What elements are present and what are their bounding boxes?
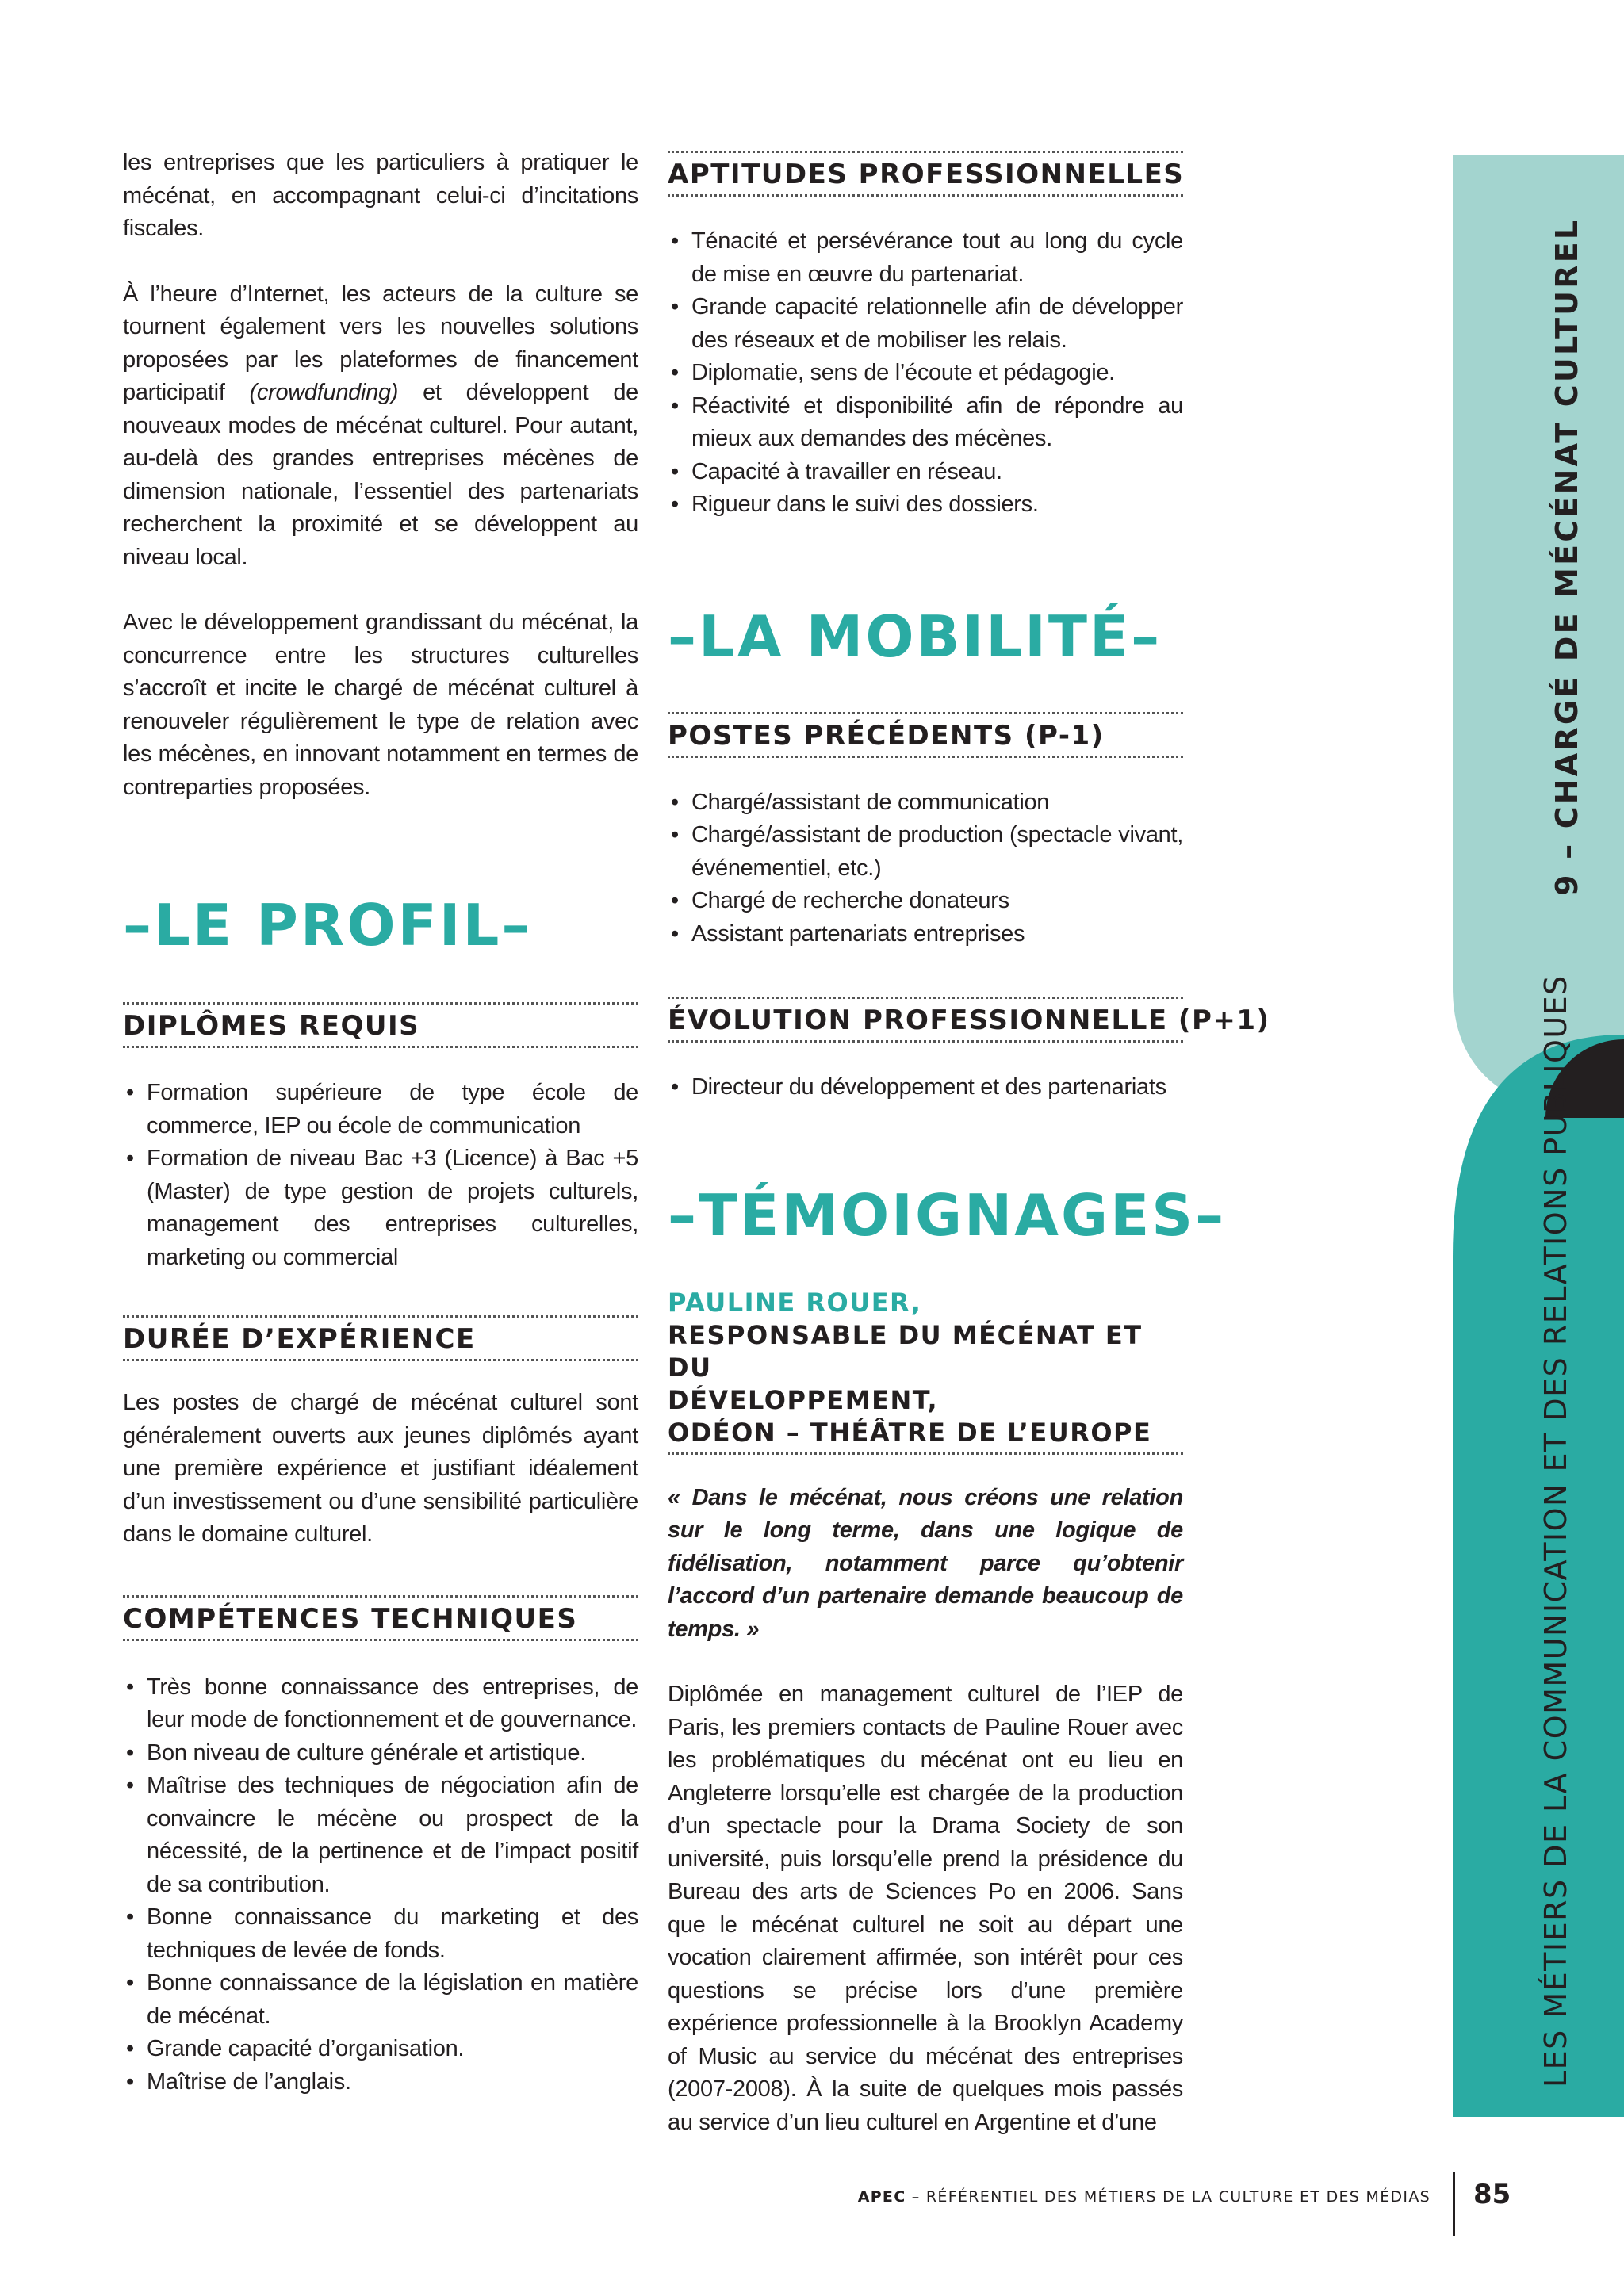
list-item: • Assistant partenariats entreprises [668,918,1183,951]
postes-list [668,786,1183,951]
diplomes-subheading-text: DIPLÔMES REQUIS [123,1010,420,1042]
list-item: • Chargé/assistant de production (spectacle vivant, événementiel, etc.) [668,819,1183,885]
list-item: • Formation de niveau Bac +3 (Licence) à Bac +5 (Master) de type gestion de projets culturels, management des entreprises culturelles, marketing ou commercial [123,1142,638,1274]
evolution-subheading-text: ÉVOLUTION PROFESSIONNELLE (P+1) [668,1004,1270,1036]
temoin-title-1: RESPONSABLE DU MÉCÉNAT ET DU [668,1319,1143,1383]
list-item: • Diplomatie, sens de l’écoute et pédagogie. [668,357,1183,390]
intro-paragraph-2-a: À l’heure d’Internet, les acteurs de la culture se tournent également vers les nouvelles solutions proposées par les plateformes de financement participatif [123,281,638,405]
side-strip [1453,155,1624,2117]
list-item: • Grande capacité relationnelle afin de développer des réseaux et de mobiliser les relais. [668,291,1183,357]
aptitudes-subheading-text: APTITUDES PROFESSIONNELLES [668,159,1185,190]
aptitudes-list [668,225,1183,522]
list-item: • Bonne connaissance de la législation en matière de mécénat. [123,1967,638,2033]
evolution-list [668,1071,1183,1104]
temoin-title-2: DÉVELOPPEMENT, [668,1384,939,1415]
competences-subheading-text: COMPÉTENCES TECHNIQUES [123,1602,578,1635]
footer-caption: – RÉFÉRENTIEL DES MÉTIERS DE LA CULTURE ET DES MÉDIAS [906,2188,1431,2206]
footer-brand: APEC [857,2188,906,2206]
list-item: • Grande capacité d’organisation. [123,2033,638,2066]
intro-paragraph-2-b: et développent de nouveaux modes de mécénat culturel. Pour autant, au-delà des grandes entreprises mécènes de dimension nationale, l’essentiel des partenariats recherchent la proximité et se développent au niveau local. [123,380,638,570]
list-item: • Capacité à travailler en réseau. [668,456,1183,489]
footer-text [858,2188,1431,2206]
list-item: • Chargé/assistant de communication [668,786,1183,820]
list-item: • Très bonne connaissance des entreprises, de leur mode de fonctionnement et de gouvernance. [123,1671,638,1737]
list-item: • Bon niveau de culture générale et artistique. [123,1737,638,1770]
experience-subheading-text: DURÉE D’EXPÉRIENCE [123,1323,476,1355]
intro-paragraph-1: les entreprises que les particuliers à pratiquer le mécénat, en accompagnant celui-ci d’incitations fiscales. [123,150,638,241]
diplomes-subheading [123,1002,638,1048]
chapter-vertical-title: 9 – CHARGÉ DE MÉCÉNAT CULTUREL [1549,217,1584,896]
intro-paragraph-3: Avec le développement grandissant du mécénat, la concurrence entre les structures culturelles s’accroît et incite le chargé de mécénat culturel à renouveler régulièrement le type de relation avec les mécènes, en innovant notamment en termes de contreparties proposées. [123,610,638,800]
temoin-block [668,1287,1183,1455]
mobilite-heading: –LA MOBILITÉ– [668,603,1162,670]
crowdfunding-term: (crowdfunding) [249,380,399,405]
list-item: • Chargé de recherche donateurs [668,885,1183,918]
list-item: • Réactivité et disponibilité afin de répondre au mieux aux demandes des mécènes. [668,390,1183,456]
list-item: • Ténacité et persévérance tout au long du cycle de mise en œuvre du partenariat. [668,225,1183,291]
list-item: • Maîtrise des techniques de négociation afin de convaincre le mécène ou prospect de la nécessité, de la pertinence et de l’impact positif de sa contribution. [123,1770,638,1901]
experience-paragraph: Les postes de chargé de mécénat culturel sont généralement ouverts aux jeunes diplômés ayant une première expérience et justifiant idéalement d’un investissement ou d’une sensibilité particulière dans le domaine culturel. [123,1390,638,1547]
footer-divider [1453,2172,1455,2236]
page-footer [0,2172,1624,2236]
evolution-subheading [668,997,1270,1043]
list-item: • Directeur du développement et des partenariats [668,1071,1183,1104]
intro-paragraph-2 [123,278,638,575]
postes-subheading-text: POSTES PRÉCÉDENTS (P-1) [668,719,1105,752]
list-item: • Rigueur dans le suivi des dossiers. [668,488,1183,522]
left-column [123,147,638,2099]
profil-heading: –LE PROFIL– [123,892,533,959]
competences-list [123,1671,638,2099]
diplomes-list [123,1077,638,1274]
page-number: 85 [1473,2179,1511,2210]
chapter-band [1453,155,1624,963]
list-item: • Bonne connaissance du marketing et des techniques de levée de fonds. [123,1901,638,1967]
list-item: • Formation supérieure de type école de commerce, IEP ou école de communication [123,1077,638,1142]
right-column [668,151,1270,2139]
aptitudes-subheading [668,151,1183,197]
temoin-name: PAULINE ROUER, [668,1287,922,1318]
competences-subheading [123,1595,638,1641]
section-vertical-title: LES MÉTIERS DE LA COMMUNICATION ET DES RELATIONS PUBLIQUES [1538,974,1573,2087]
temoin-title-3: ODÉON – THÉÂTRE DE L’EUROPE [668,1417,1152,1448]
list-item: • Maîtrise de l’anglais. [123,2066,638,2099]
postes-subheading [668,712,1183,758]
experience-subheading [123,1315,638,1361]
temoin-quote: « Dans le mécénat, nous créons une relation sur le long terme, dans une logique de fidélisation, notamment parce qu’obtenir l’accord d’un partenaire demande beaucoup de temps. » [668,1484,1183,1642]
temoignages-heading: –TÉMOIGNAGES– [668,1181,1227,1249]
temoin-bio: Diplômée en management culturel de l’IEP de Paris, les premiers contacts de Pauline Rouer avec les problématiques du mécénat ont eu lieu en Angleterre lorsqu’elle est chargée de la production d’un spectacle pour la Drama Society de son université, puis lorsqu’elle prend la présidence du Bureau des arts de Sciences Po en 2006. Sans que le mécénat culturel ne soit au départ une vocation clairement affirmée, son intérêt pour ces questions se précise lors d’une première expérience professionnelle à la Brooklyn Academy of Music au service du mécénat des entreprises (2007-2008). À la suite de quelques mois passés au service d’un lieu culturel en Argentine et d’une [668,1682,1183,2135]
